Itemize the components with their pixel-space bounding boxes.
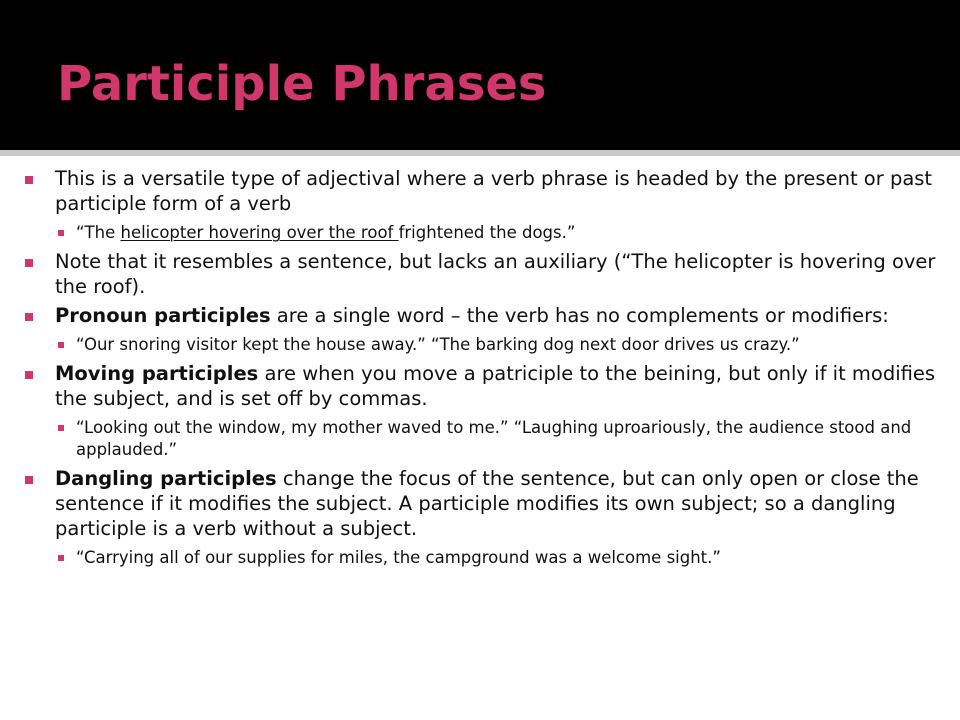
bullet-moving-participles — [20, 361, 950, 411]
bullet-dangling-participles — [20, 466, 950, 541]
example-prefix: “The — [76, 223, 121, 242]
square-bullet-icon — [58, 425, 64, 431]
bullet-text: This is a versatile type of adjectival where a verb phrase is headed by the present or past participle form of a verb — [55, 167, 933, 215]
slide-content — [20, 166, 950, 574]
example-underlined-phrase: helicopter hovering over the roof — [120, 223, 399, 242]
sub-bullet-dangling-example — [56, 547, 950, 569]
bullet-term: Moving participles — [55, 362, 259, 385]
title-divider — [0, 150, 960, 156]
bullet-pronoun-participles — [20, 303, 950, 328]
example-text: “Carrying all of our supplies for miles, the campground was a welcome sight.” — [76, 548, 721, 567]
square-bullet-icon — [58, 342, 64, 348]
bullet-text: are when you move a patriciple to the beining, but only if it modifies the subject, and is set off by commas. — [55, 362, 936, 410]
bullet-text: are a single word – the verb has no complements or modifiers: — [270, 304, 889, 327]
example-suffix: frightened the dogs.” — [398, 223, 576, 242]
bullet-resembles-sentence — [20, 249, 950, 299]
bullet-text: Note that it resembles a sentence, but lacks an auxiliary (“The helicopter is hovering over the roof). — [55, 250, 936, 298]
square-bullet-icon — [25, 371, 33, 379]
square-bullet-icon — [58, 555, 64, 561]
bullet-versatile-type — [20, 166, 950, 216]
square-bullet-icon — [25, 476, 33, 484]
bullet-term: Dangling participles — [55, 467, 277, 490]
title-band — [0, 0, 960, 150]
square-bullet-icon — [58, 230, 64, 236]
square-bullet-icon — [25, 313, 33, 321]
bullet-term: Pronoun participles — [55, 304, 271, 327]
example-text: “Our snoring visitor kept the house away.” “The barking dog next door drives us crazy.” — [76, 335, 800, 354]
square-bullet-icon — [25, 176, 33, 184]
slide-title: Participle Phrases — [57, 56, 547, 112]
bullet-text: change the focus of the sentence, but can only open or close the sentence if it modifies the subject. A participle modifies its own subject; so a dangling participle is a verb without a subject. — [55, 467, 919, 540]
sub-bullet-helicopter-example — [56, 222, 950, 244]
sub-bullet-pronoun-example — [56, 334, 950, 356]
example-text: “Looking out the window, my mother waved to me.” “Laughing uproariously, the audience stood and applauded.” — [76, 418, 912, 459]
sub-bullet-moving-example — [56, 417, 950, 461]
square-bullet-icon — [25, 259, 33, 267]
